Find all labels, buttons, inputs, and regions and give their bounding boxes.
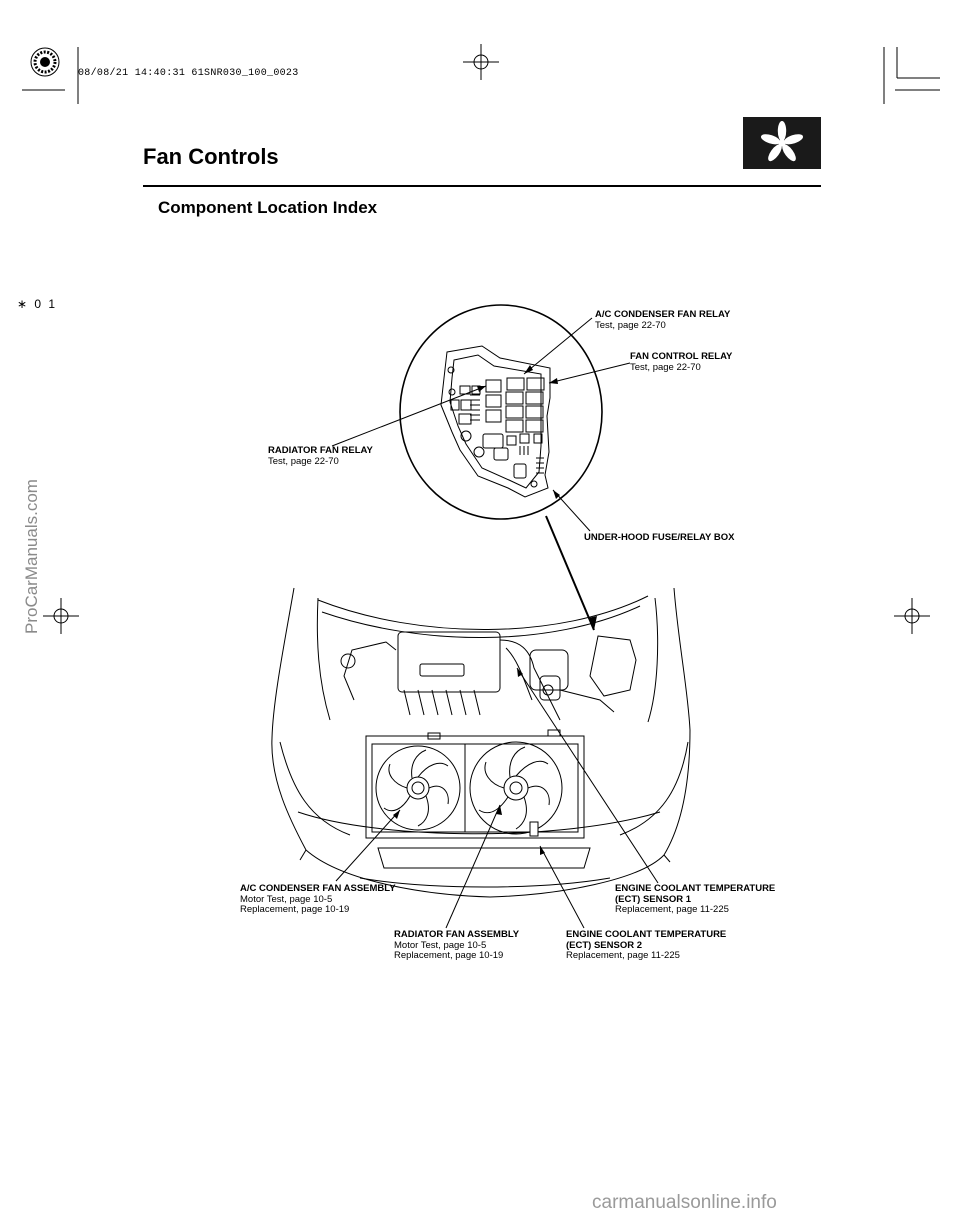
label-ect-sensor-1: ENGINE COOLANT TEMPERATURE (ECT) SENSOR 1 Replacement, page 11-225 — [615, 883, 776, 915]
section-subtitle: Component Location Index — [158, 198, 378, 217]
side-watermark: ProCarManuals.com — [22, 479, 41, 634]
label-ac-condenser-fan-assembly: A/C CONDENSER FAN ASSEMBLY Motor Test, page 10-5 Replacement, page 10-19 — [240, 883, 396, 915]
label-fan-control-relay: FAN CONTROL RELAY Test, page 22-70 — [630, 351, 733, 373]
page-marker: ∗ 0 1 — [17, 297, 58, 311]
page-title: Fan Controls — [143, 144, 279, 169]
radiator-fan — [470, 742, 562, 834]
engine-bay-illustration — [272, 588, 690, 897]
label-radiator-fan-relay: RADIATOR FAN RELAY Test, page 22-70 — [268, 445, 373, 467]
ac-condenser-fan — [376, 746, 460, 830]
print-stamp: 08/08/21 14:40:31 61SNR030_100_0023 — [78, 68, 299, 79]
label-under-hood-fuse-relay-box: UNDER-HOOD FUSE/RELAY BOX — [584, 532, 735, 543]
footer-watermark: carmanualsonline.info — [592, 1192, 777, 1213]
label-radiator-fan-assembly: RADIATOR FAN ASSEMBLY Motor Test, page 10-5 Replacement, page 10-19 — [394, 929, 520, 961]
label-ac-condenser-fan-relay: A/C CONDENSER FAN RELAY Test, page 22-70 — [595, 309, 731, 331]
label-ect-sensor-2: ENGINE COOLANT TEMPERATURE (ECT) SENSOR 2 Replacement, page 11-225 — [566, 929, 727, 961]
